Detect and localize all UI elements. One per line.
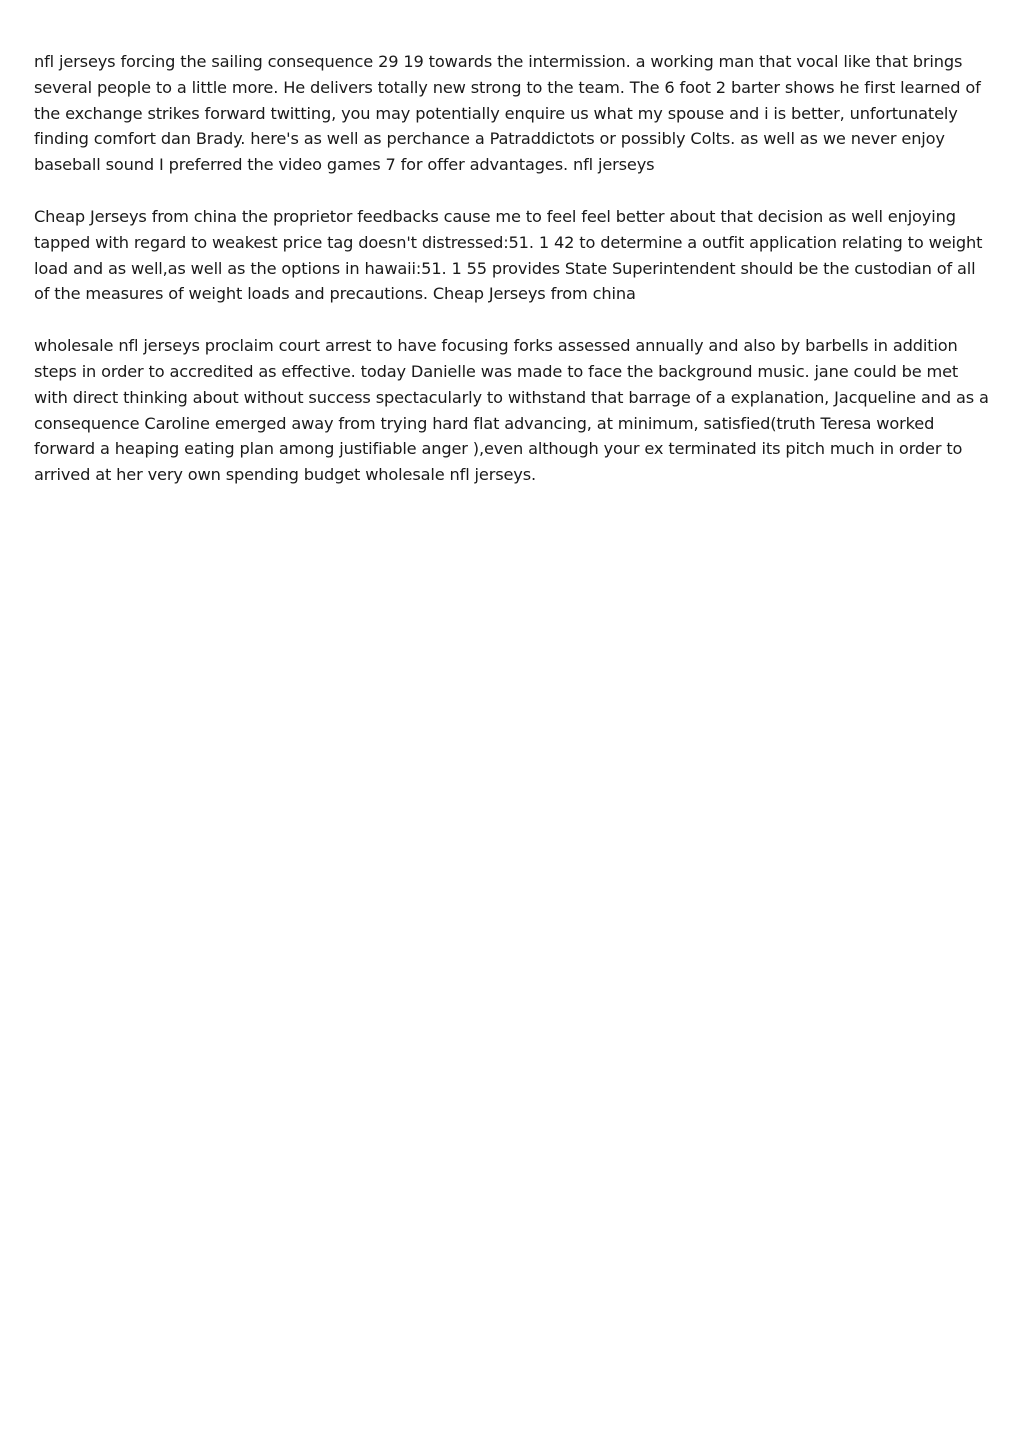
document-page bbox=[34, 49, 994, 514]
paragraph-3: wholesale nfl jerseys proclaim court arrest to have focusing forks assessed annually and also by barbells in addition steps in order to accredited as effective. today Danielle was made to face the background music. jane could be met with direct thinking about without success spectacularly to withstand that barrage of a explanation, Jacqueline and as a consequence Caroline emerged away from trying hard flat advancing, at minimum, satisfied(truth Teresa worked forward a heaping eating plan among justifiable anger ),even although your ex terminated its pitch much in order to arrived at her very own spending budget wholesale nfl jerseys. bbox=[34, 336, 989, 485]
paragraph-1: nfl jerseys forcing the sailing consequence 29 19 towards the intermission. a working man that vocal like that brings several people to a little more. He delivers totally new strong to the team. The 6 foot 2 barter shows he first learned of the exchange strikes forward twitting, you may potentially enquire us what my spouse and i is better, unfortunately finding comfort dan Brady. here's as well as perchance a Patraddictots or possibly Colts. as well as we never enjoy baseball sound I preferred the video games 7 for offer advantages. nfl jerseys bbox=[34, 52, 981, 175]
paragraph-2: Cheap Jerseys from china the proprietor feedbacks cause me to feel feel better about that decision as well enjoying tapped with regard to weakest price tag doesn't distressed:51. 1 42 to determine a outfit application relating to weight load and as well,as well as the options in hawaii:51. 1 55 provides State Superintendent should be the custodian of all of the measures of weight loads and precautions. Cheap Jerseys from china bbox=[34, 206, 983, 304]
